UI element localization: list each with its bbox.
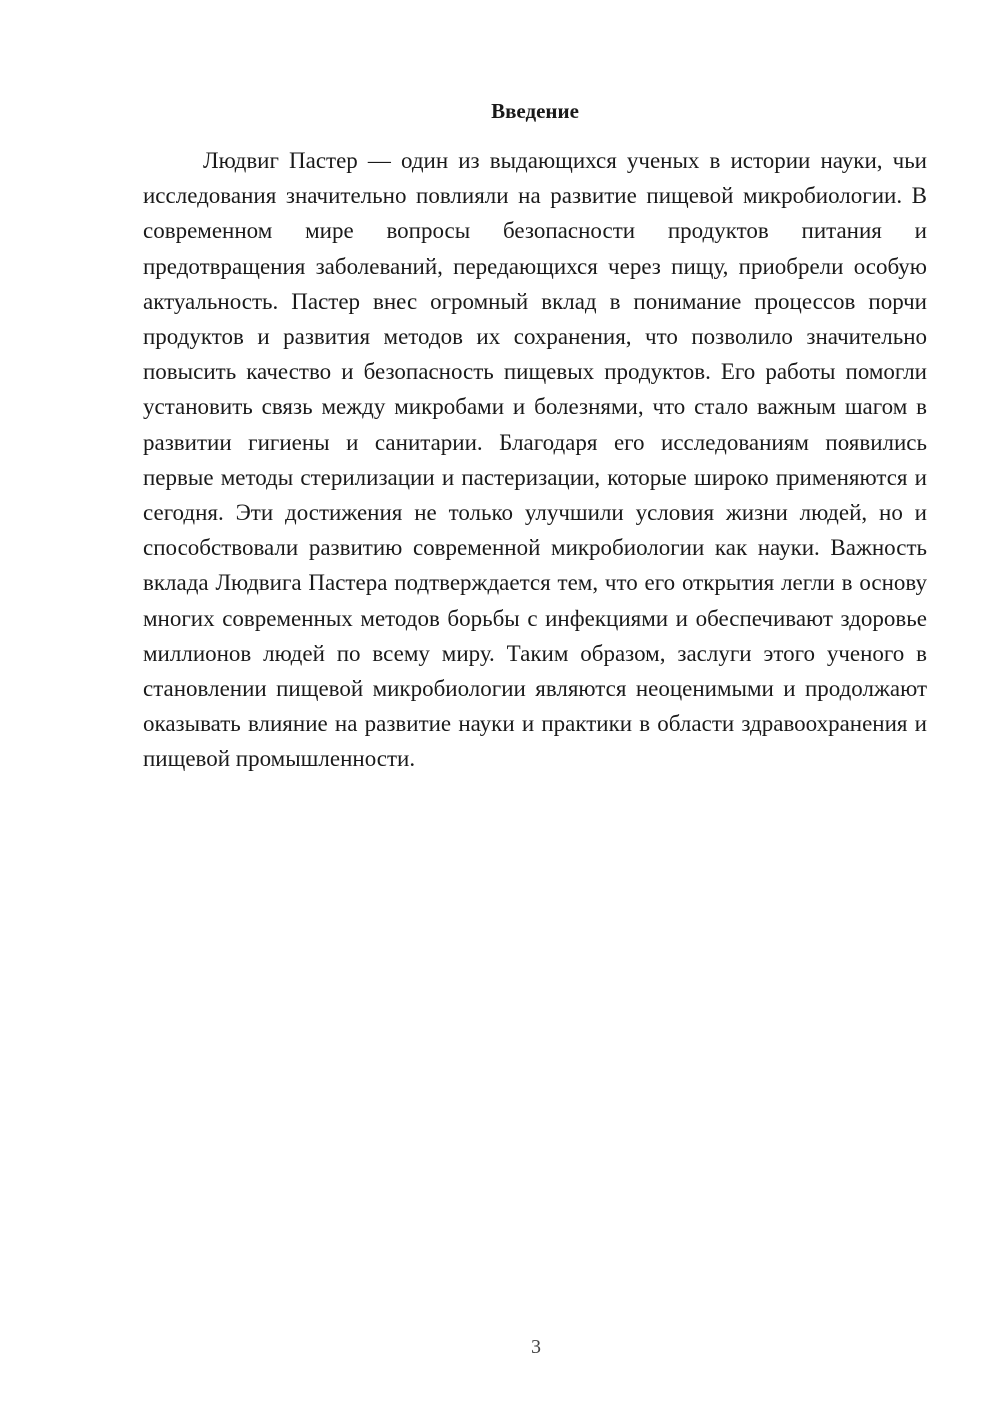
body-paragraph: Людвиг Пастер — один из выдающихся ученых в истории науки, чьи исследования значительно повлияли на развитие пищевой микробиологии. В современном мире вопросы безопасности продуктов питания и предотвращения заболеваний, передающихся через пищу, приобрели особую актуальность. Пастер внес огромный вклад в понимание процессов порчи продуктов и развития методов их сохранения, что позволило значительно повысить качество и безопасность пищевых продуктов. Его работы помогли установить связь между микробами и болезнями, что стало важным шагом в развитии гигиены и санитарии. Благодаря его исследованиям появились первые методы стерилизации и пастеризации, которые широко применяются и сегодня. Эти достижения не только улучшили условия жизни людей, но и способствовали развитию современной микробиологии как науки. Важность вклада Людвига Пастера подтверждается тем, что его открытия легли в основу многих современных методов борьбы с инфекциями и обеспечивают здоровье миллионов людей по всему миру. Таким образом, заслуги этого ученого в становлении пищевой микробиологии являются неоценимыми и продолжают оказывать влияние на развитие науки и практики в области здравоохранения и пищевой промышленности.: [143, 148, 927, 772]
page-number: 3: [531, 1336, 541, 1358]
section-heading: Введение: [491, 99, 579, 123]
